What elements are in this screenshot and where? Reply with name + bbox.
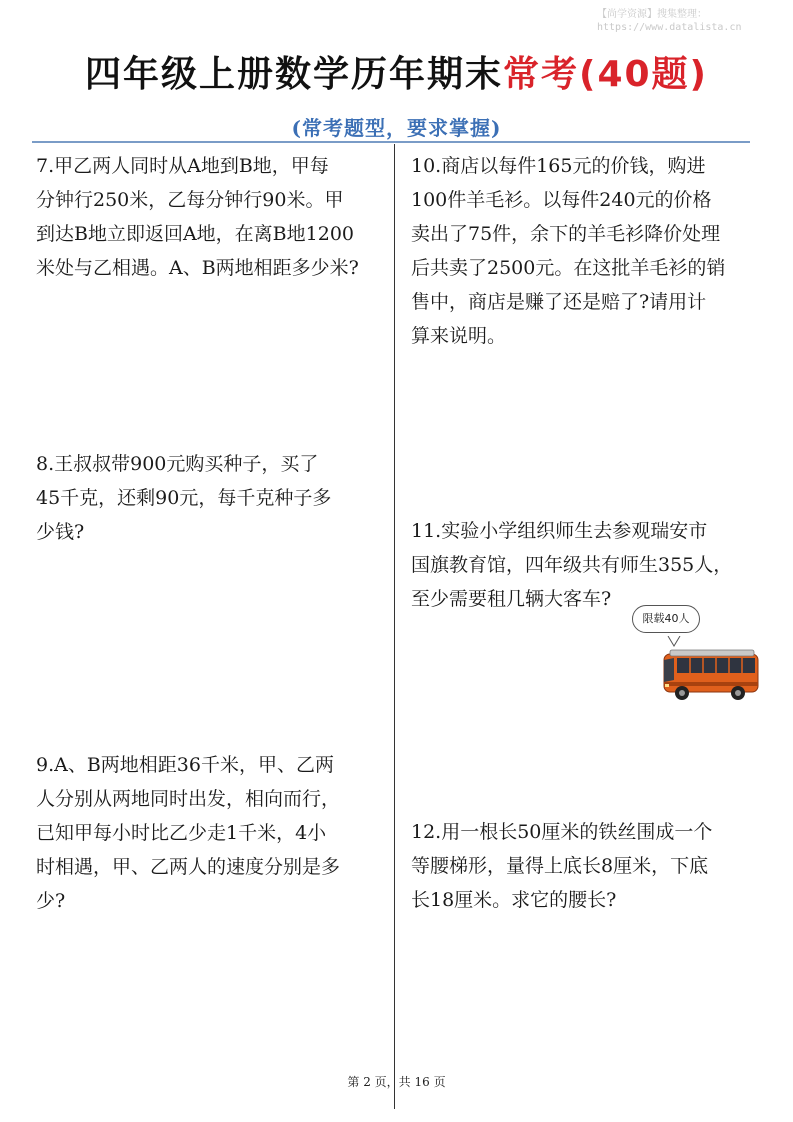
question-7 [36, 149, 388, 285]
column-divider [394, 144, 395, 1109]
watermark [597, 8, 787, 34]
question-8-line: 8.王叔叔带900元购买种子，买了 [36, 453, 319, 475]
bus-icon [660, 636, 760, 708]
page-title-accent: 常考(40题) [503, 54, 709, 95]
capacity-speech-bubble: 限载40人 [632, 605, 700, 633]
question-10-line: 100件羊毛衫。以每件240元的价格 [411, 189, 712, 211]
question-11-line: 11.实验小学组织师生去参观瑞安市 [411, 520, 708, 542]
question-9-line: 9.A、B两地相距36千米，甲、乙两 [36, 754, 334, 776]
question-7-line: 分钟行250米，乙每分钟行90米。甲 [36, 189, 344, 211]
question-10-line: 售中，商店是赚了还是赔了?请用计 [411, 291, 707, 313]
header-rule [32, 141, 750, 143]
question-8 [36, 447, 388, 549]
question-7-line: 7.甲乙两人同时从A地到B地，甲每 [36, 155, 329, 177]
question-9-line: 时相遇，甲、乙两人的速度分别是多 [36, 856, 341, 878]
question-12-line: 12.用一根长50厘米的铁丝围成一个 [411, 821, 713, 843]
question-9-line: 少? [36, 890, 66, 912]
question-12 [411, 815, 783, 917]
question-11-line: 至少需要租几辆大客车? [411, 588, 612, 610]
question-8-line: 少钱? [36, 521, 85, 543]
question-12-line: 等腰梯形，量得上底长8厘米，下底 [411, 855, 709, 877]
page-subtitle: (常考题型，要求掌握) [291, 116, 502, 140]
question-10-line: 后共卖了2500元。在这批羊毛衫的销 [411, 257, 726, 279]
watermark-line-2: https://www.datalista.cn [597, 22, 742, 33]
question-9-line: 已知甲每小时比乙少走1千米，4小 [36, 822, 327, 844]
page-title-main: 四年级上册数学历年期末 [84, 54, 503, 95]
question-10 [411, 149, 783, 353]
question-11 [411, 514, 783, 616]
question-10-line: 卖出了75件，余下的羊毛衫降价处理 [411, 223, 721, 245]
question-10-line: 算来说明。 [411, 325, 507, 347]
page-footer: 第 2 页，共 16 页 [347, 1075, 446, 1089]
question-11-line: 国旗教育馆，四年级共有师生355人， [411, 554, 733, 576]
question-9 [36, 748, 388, 918]
question-10-line: 10.商店以每件165元的价钱，购进 [411, 155, 706, 177]
question-7-line: 到达B地立即返回A地，在离B地1200 [36, 223, 355, 245]
watermark-line-1: 【尚学资源】搜集整理： [597, 9, 707, 20]
question-8-line: 45千克，还剩90元，每千克种子多 [36, 487, 332, 509]
question-12-line: 长18厘米。求它的腰长? [411, 889, 617, 911]
page-title [0, 46, 793, 97]
question-7-line: 米处与乙相遇。A、B两地相距多少米? [36, 257, 359, 279]
question-9-line: 人分别从两地同时出发，相向而行， [36, 788, 341, 810]
